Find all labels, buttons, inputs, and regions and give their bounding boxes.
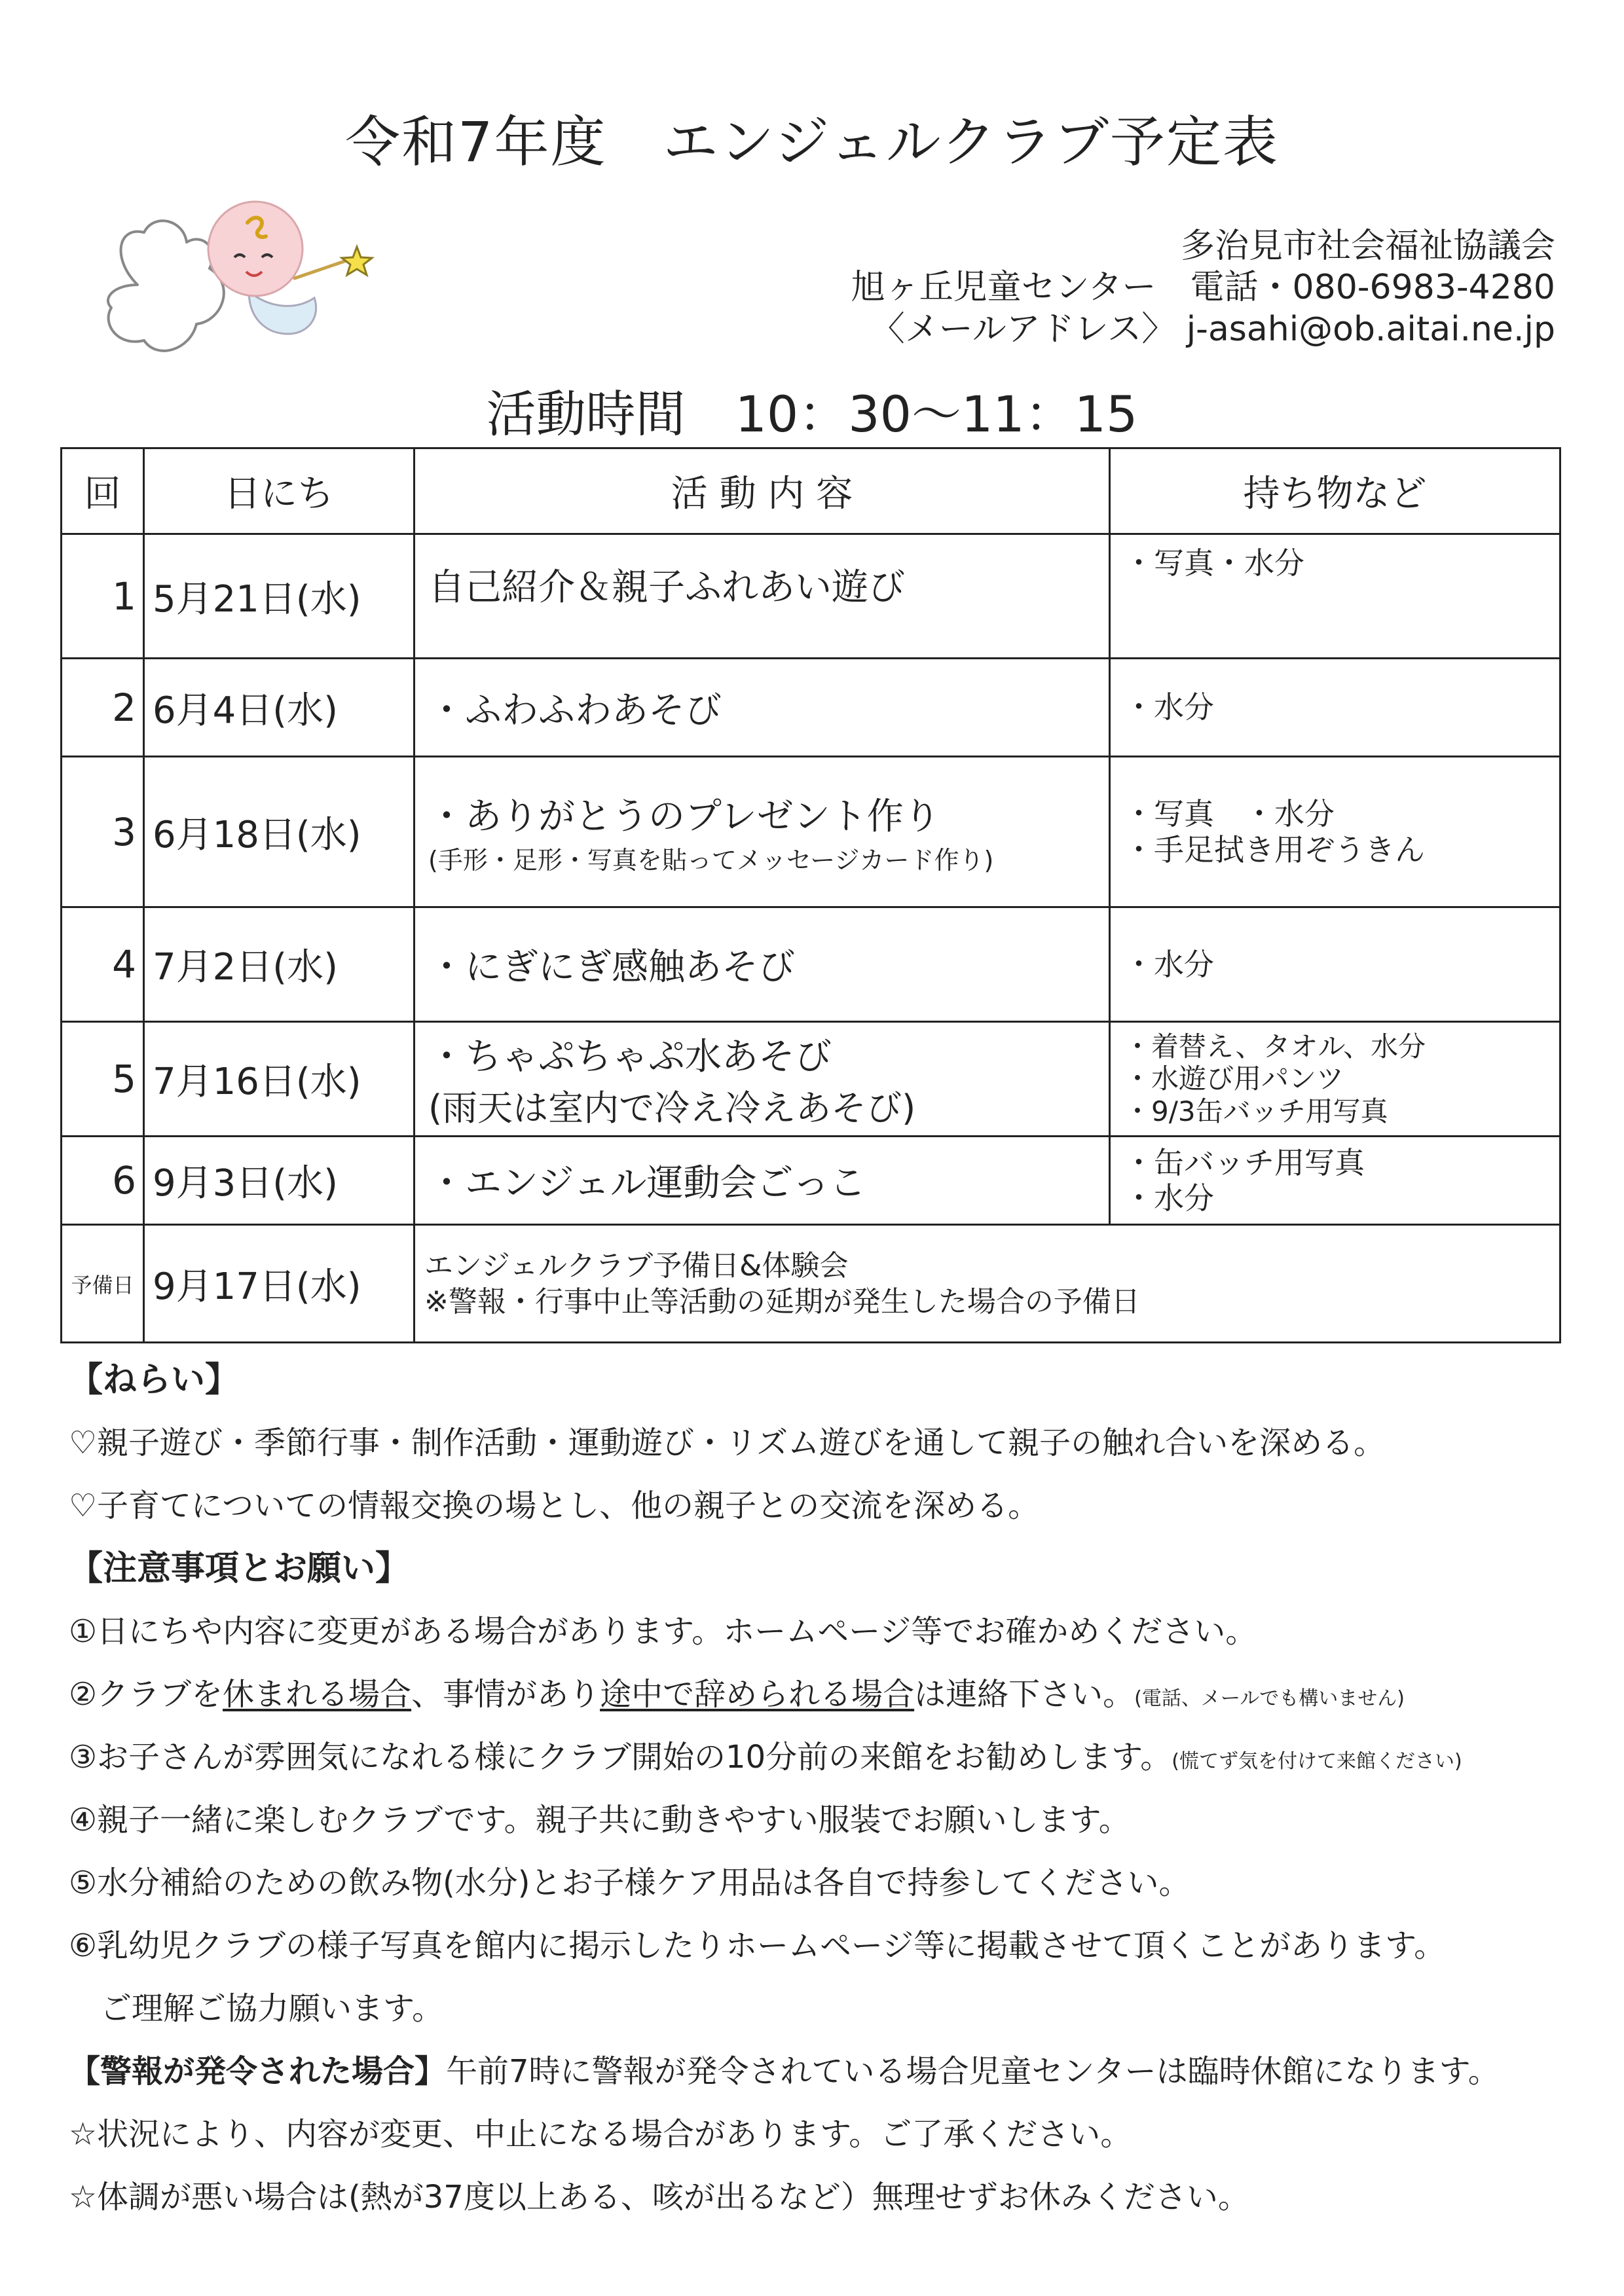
- item: ・9/3缶バッチ用写真: [1124, 1095, 1388, 1127]
- row-number: 予備日: [62, 1225, 144, 1343]
- item: ・写真・水分: [1124, 545, 1304, 581]
- table-row-reserve: [62, 1225, 1560, 1343]
- item: ・写真 ・水分: [1124, 796, 1335, 832]
- header-activity: 活 動 内 容: [415, 448, 1110, 534]
- activity-text: 自己紹介＆親子ふれあい遊び: [428, 566, 905, 609]
- notice-text: は連絡下さい。: [914, 1676, 1135, 1713]
- activity-time: 活動時間 10：30～11：15: [486, 385, 1138, 443]
- table-row: [62, 659, 1560, 757]
- row-date: 6月4日(水): [144, 659, 415, 757]
- item: ・手足拭き用ぞうきん: [1124, 831, 1425, 867]
- row-items: [1110, 534, 1560, 659]
- activity-text: ・ふわふわあそび: [428, 689, 722, 732]
- star-notice: ☆体調が悪い場合は(熱が37度以上ある、咳が出るなど）無理せずお休みください。: [69, 2179, 1249, 2215]
- table-row: [62, 1022, 1560, 1137]
- item: ・着替え、タオル、水分: [1124, 1030, 1426, 1063]
- notes-section: [69, 1349, 1575, 2229]
- row-date: 9月17日(水): [144, 1225, 415, 1343]
- header-number: 回: [62, 448, 144, 534]
- row-activity: [415, 907, 1110, 1022]
- row-activity: [415, 757, 1110, 907]
- item: ・水遊び用パンツ: [1124, 1063, 1344, 1095]
- reserve-note: エンジェルクラブ予備日&体験会: [424, 1248, 849, 1283]
- item: ・水分: [1124, 1180, 1214, 1216]
- activity-subtext: (雨天は室内で冷え冷えあそび): [428, 1087, 916, 1129]
- row-items: [1110, 1137, 1560, 1225]
- angel-illustration: [98, 187, 386, 376]
- notice-underlined: 途中で辞められる場合: [600, 1676, 915, 1713]
- notice-item: ④親子一緒に楽しむクラブです。親子共に動きやすい服装でお願いします。: [69, 1802, 1130, 1838]
- row-number: 2: [62, 659, 144, 757]
- row-date: 7月2日(水): [144, 907, 415, 1022]
- row-number: 3: [62, 757, 144, 907]
- table-row: [62, 534, 1560, 659]
- row-number: 5: [62, 1022, 144, 1137]
- item: ・水分: [1124, 946, 1214, 982]
- alert-heading: 【警報が発令された場合】: [69, 2053, 447, 2090]
- notice-underlined: 休まれる場合: [223, 1676, 412, 1713]
- notice-text: ②クラブを: [69, 1676, 223, 1713]
- aim-item: ♡親子遊び・季節行事・制作活動・運動遊び・リズム遊びを通して親子の触れ合いを深める。: [69, 1425, 1386, 1461]
- row-number: 6: [62, 1137, 144, 1225]
- notice-small-text: (慌てず気を付けて来館ください): [1172, 1750, 1462, 1773]
- row-activity: [415, 659, 1110, 757]
- aims-heading: 【ねらい】: [69, 1360, 240, 1400]
- row-date: 6月18日(水): [144, 757, 415, 907]
- row-activity: [415, 534, 1110, 659]
- alert-notice: [69, 2040, 1575, 2103]
- star-notice: ☆状況により、内容が変更、中止になる場合があります。ご了承ください。: [69, 2116, 1132, 2153]
- aim-item: ♡子育てについての情報交換の場とし、他の親子との交流を深める。: [69, 1487, 1040, 1524]
- row-date: 7月16日(水): [144, 1022, 415, 1137]
- row-date: 5月21日(水): [144, 534, 415, 659]
- row-activity: [415, 1137, 1110, 1225]
- email-address: 〈メールアドレス〉 j-asahi@ob.aitai.ne.jp: [870, 309, 1555, 349]
- notice-item: ⑤水分補給のための飲み物(水分)とお子様ケア用品は各自で持参してください。: [69, 1865, 1190, 1901]
- notice-item: ①日にちや内容に変更がある場合があります。ホームページ等でお確かめください。: [69, 1613, 1257, 1650]
- table-header-row: [62, 448, 1560, 534]
- header-items: 持ち物など: [1110, 448, 1560, 534]
- activity-text: ・エンジェル運動会ごっこ: [428, 1162, 866, 1205]
- row-date: 9月3日(水): [144, 1137, 415, 1225]
- activity-subtext: (手形・足形・写真を貼ってメッセージカード作り): [428, 846, 994, 875]
- notice-item-continued: ご理解ご協力願います。: [69, 1990, 444, 2027]
- reserve-notes: [415, 1225, 1560, 1343]
- row-items: [1110, 1022, 1560, 1137]
- table-row: [62, 757, 1560, 907]
- table-row: [62, 907, 1560, 1022]
- row-items: [1110, 757, 1560, 907]
- row-items: [1110, 907, 1560, 1022]
- row-items: [1110, 659, 1560, 757]
- activity-text: ・ありがとうのプレゼント作り: [428, 795, 940, 838]
- notices-heading: 【注意事項とお願い】: [69, 1549, 410, 1588]
- page-title: 令和7年度 エンジェルクラブ予定表: [345, 110, 1279, 174]
- item: ・缶バッチ用写真: [1124, 1144, 1365, 1180]
- reserve-note: ※警報・行事中止等活動の延期が発生した場合の予備日: [424, 1285, 1140, 1319]
- org-name: 多治見市社会福祉協議会: [1180, 227, 1555, 266]
- notice-item: ⑥乳幼児クラブの様子写真を館内に掲示したりホームページ等に掲載させて頂くことがあります。: [69, 1927, 1446, 1964]
- item: ・水分: [1124, 689, 1214, 725]
- row-activity: [415, 1022, 1110, 1137]
- header-date: 日にち: [144, 448, 415, 534]
- notice-small-text: (電話、メールでも構いません): [1134, 1687, 1405, 1710]
- notice-item: [69, 1726, 1575, 1789]
- center-phone: 旭ヶ丘児童センター 電話・080-6983-4280: [851, 268, 1555, 308]
- notice-item: [69, 1663, 1575, 1726]
- organization-info: [851, 226, 1555, 350]
- row-number: 1: [62, 534, 144, 659]
- notice-text: ③お子さんが雰囲気になれる様にクラブ開始の10分前の来館をお勧めします。: [69, 1739, 1172, 1776]
- activity-text: ・にぎにぎ感触あそび: [428, 946, 795, 989]
- activity-text: ・ちゃぷちゃぷ水あそび: [428, 1035, 832, 1078]
- schedule-table: [60, 447, 1561, 1343]
- notice-text: 、事情があり: [411, 1676, 600, 1713]
- table-row: [62, 1137, 1560, 1225]
- row-number: 4: [62, 907, 144, 1022]
- alert-text: 午前7時に警報が発令されている場合児童センターは臨時休館になります。: [446, 2053, 1500, 2090]
